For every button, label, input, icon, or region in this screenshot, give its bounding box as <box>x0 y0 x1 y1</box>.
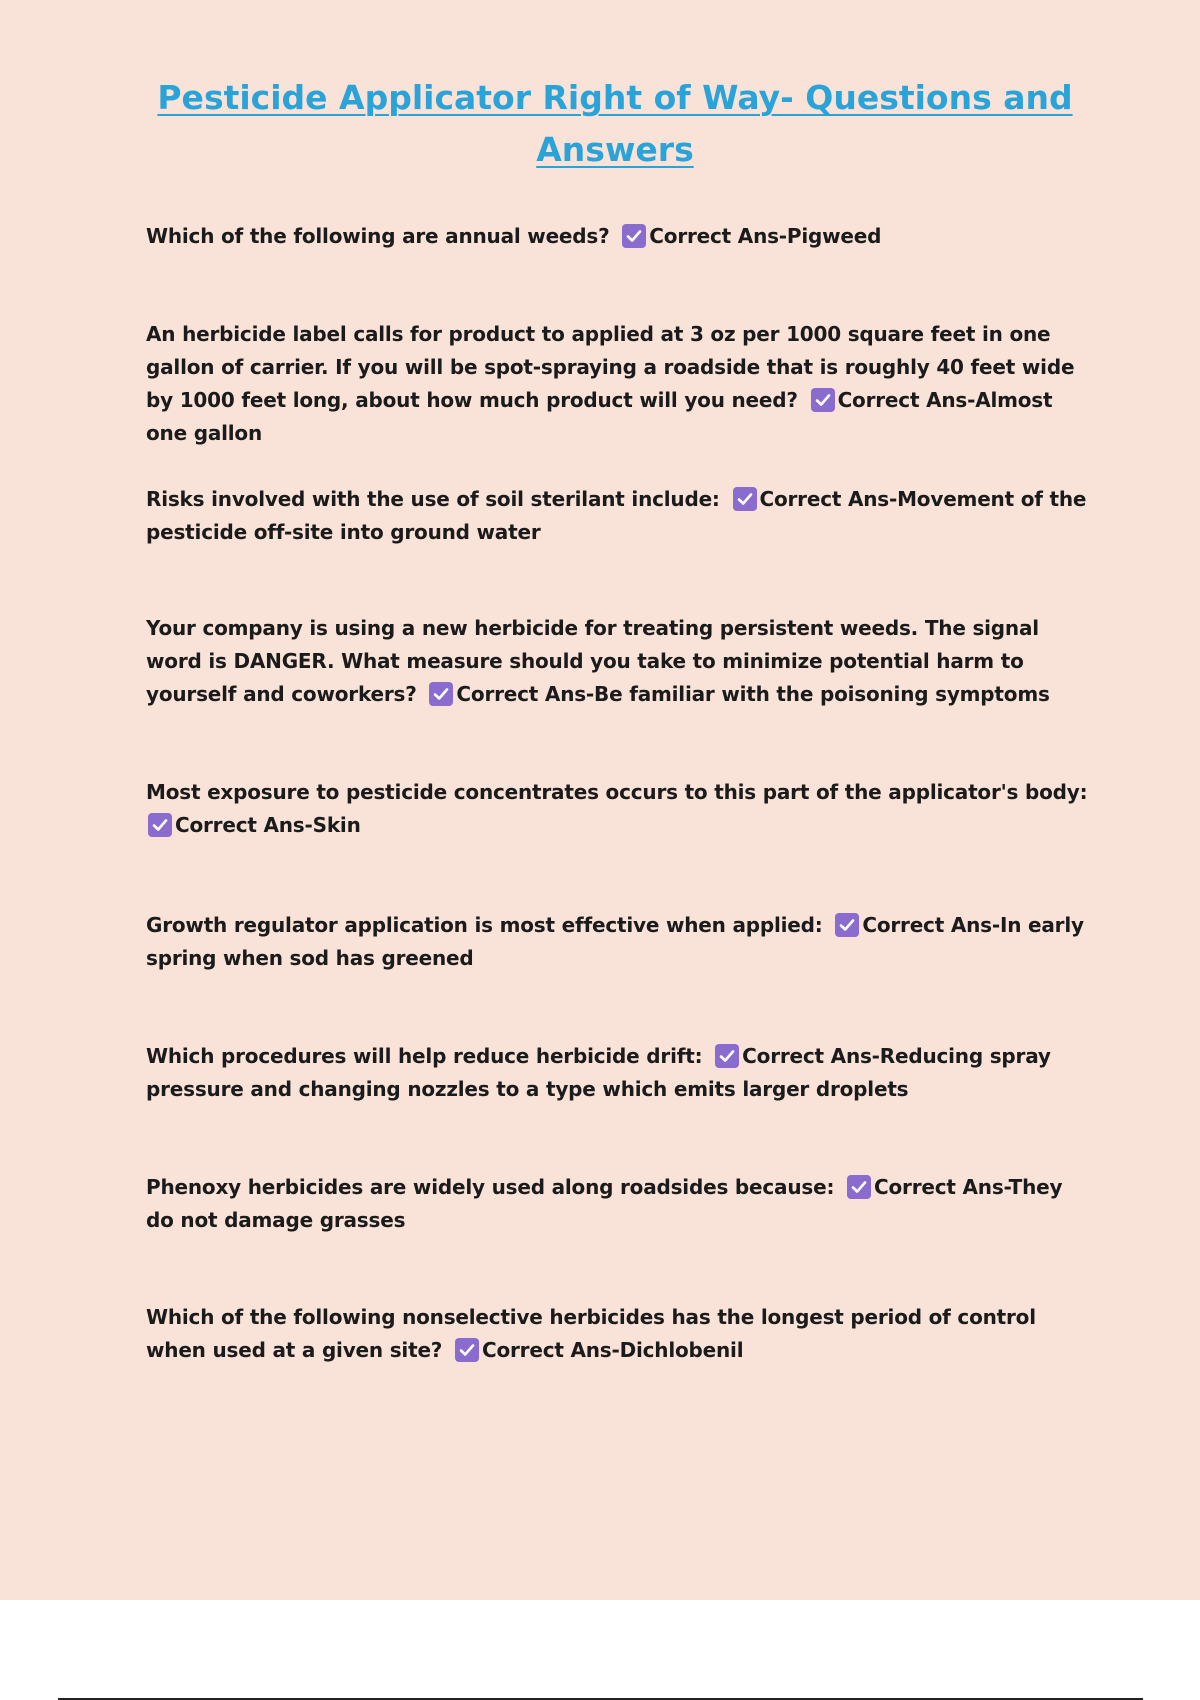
qa-item <box>146 776 1096 842</box>
answer-text: Correct Ans-They do not damage grasses <box>146 1175 1063 1232</box>
answer-text: Correct Ans-Pigweed <box>649 224 882 248</box>
checkbox-checked-icon <box>148 813 172 837</box>
question-text: Growth regulator application is most effective when applied: <box>146 913 823 937</box>
checkbox-checked-icon <box>835 913 859 937</box>
qa-item <box>146 220 1096 253</box>
qa-item <box>146 612 1096 711</box>
answer-text: Correct Ans-Movement of the pesticide off-site into ground water <box>146 487 1087 544</box>
answer-text: Correct Ans-Almost one gallon <box>146 388 1053 445</box>
answer-text: Correct Ans-In early spring when sod has greened <box>146 913 1084 970</box>
checkbox-checked-icon <box>455 1338 479 1362</box>
checkbox-checked-icon <box>811 388 835 412</box>
question-text: Which of the following nonselective herbicides has the longest period of control when used at a given site? <box>146 1305 1036 1362</box>
question-text: Phenoxy herbicides are widely used along roadsides because: <box>146 1175 835 1199</box>
answer-text: Correct Ans-Skin <box>175 813 361 837</box>
checkbox-checked-icon <box>733 487 757 511</box>
answer-text: Correct Ans-Dichlobenil <box>481 1338 744 1362</box>
qa-item <box>146 1040 1096 1106</box>
question-text: Your company is using a new herbicide for treating persistent weeds. The signal word is DANGER. What measure should you take to minimize potential harm to yourself and coworkers? <box>146 616 1039 706</box>
answer-text: Correct Ans-Reducing spray pressure and changing nozzles to a type which emits larger droplets <box>146 1044 1051 1101</box>
qa-item <box>146 483 1096 549</box>
answer-text: Correct Ans-Be familiar with the poisoning symptoms <box>456 682 1050 706</box>
checkbox-checked-icon <box>622 224 646 248</box>
question-text: Most exposure to pesticide concentrates occurs to this part of the applicator's body: <box>146 780 1088 804</box>
qa-item <box>146 318 1096 450</box>
question-text: Risks involved with the use of soil sterilant include: <box>146 487 720 511</box>
document-title: Pesticide Applicator Right of Way- Questions and Answers <box>157 78 1073 169</box>
qa-item <box>146 1301 1096 1367</box>
question-text: Which of the following are annual weeds? <box>146 224 610 248</box>
checkbox-checked-icon <box>429 682 453 706</box>
question-text: An herbicide label calls for product to applied at 3 oz per 1000 square feet in one gallon of carrier. If you will be spot-spraying a roadside that is roughly 40 feet wide by 1000 feet long, about how much product will you need? <box>146 322 1075 412</box>
checkbox-checked-icon <box>847 1175 871 1199</box>
qa-item <box>146 909 1096 975</box>
checkbox-checked-icon <box>715 1044 739 1068</box>
qa-item <box>146 1171 1096 1237</box>
question-text: Which procedures will help reduce herbicide drift: <box>146 1044 703 1068</box>
